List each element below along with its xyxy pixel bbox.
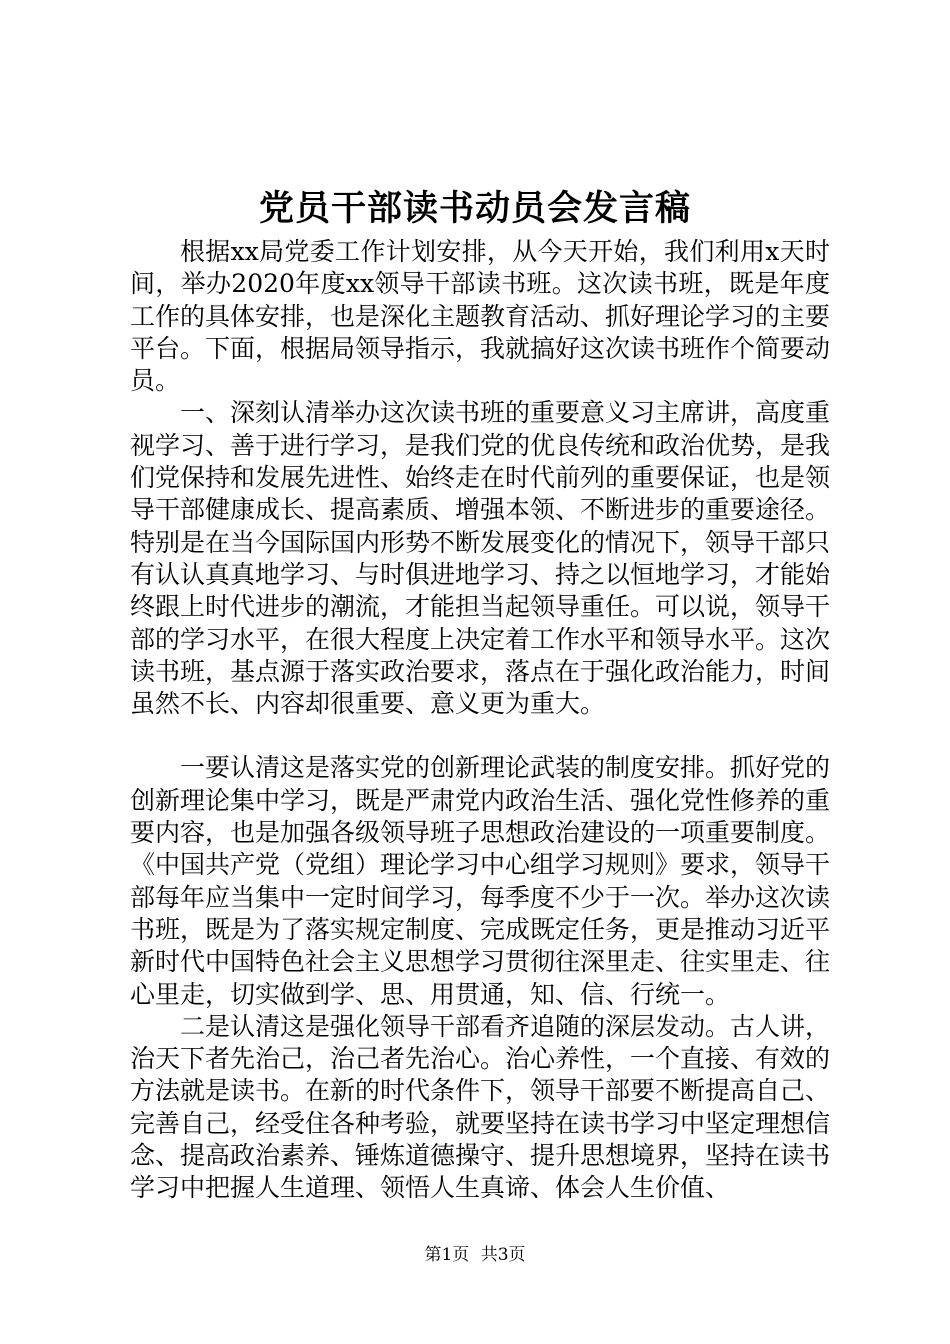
document-body (130, 236, 830, 1205)
paragraph-section-one: 一、深刻认清举办这次读书班的重要意义习主席讲，高度重视学习、善于进行学习，是我们党的优良传统和政治优势，是我们党保持和发展先进性、始终走在时代前列的重要保证，也是领导干部健康成长、提高素质、增强本领、不断进步的重要途径。特别是在当今国际国内形势不断发展变化的情况下，领导干部只有认认真真地学习、与时俱进地学习、持之以恒地学习，才能始终跟上时代进步的潮流，才能担当起领导重任。可以说，领导干部的学习水平，在很大程度上决定着工作水平和领导水平。这次读书班，基点源于落实政治要求，落点在于强化政治能力，时间虽然不长、内容却很重要、意义更为重大。 (130, 398, 831, 719)
paragraph-point-one: 一要认清这是落实党的创新理论武装的制度安排。抓好党的创新理论集中学习，既是严肃党内政治生活、强化党性修养的重要内容，也是加强各级领导班子思想政治建设的一项重要制度。《中国共产党（党组）理论学习中心组学习规则》要求，领导干部每年应当集中一定时间学习，每季度不少于一次。举办这次读书班，既是为了落实规定制度、完成既定任务，更是推动习近平新时代中国特色社会主义思想学习贯彻往深里走、往实里走、往心里走，切实做到学、思、用贯通，知、信、行统一。 (130, 753, 831, 1009)
paragraph-point-two: 二是认清这是强化领导干部看齐追随的深层发动。古人讲，治天下者先治己，治己者先治心。治心养性，一个直接、有效的方法就是读书。在新的时代条件下，领导干部要不断提高自己、完善自己，经受住各种考验，就要坚持在读书学习中坚定理想信念、提高政治素养、锤炼道德操守、提升思想境界，坚持在读书学习中把握人生道理、领悟人生真谛、体会人生价值、 (130, 1011, 831, 1203)
page-footer: 第1页 共3页 (424, 1245, 526, 1265)
paragraph-intro: 根据xx局党委工作计划安排，从今天开始，我们利用x天时间，举办2020年度xx领导干部读书班。这次读书班，既是年度工作的具体安排，也是深化主题教育活动、抓好理论学习的主要平台。下面，根据局领导指示，我就搞好这次读书班作个简要动员。 (130, 237, 831, 396)
document-title: 党员干部读书动员会发言稿 (258, 188, 691, 229)
